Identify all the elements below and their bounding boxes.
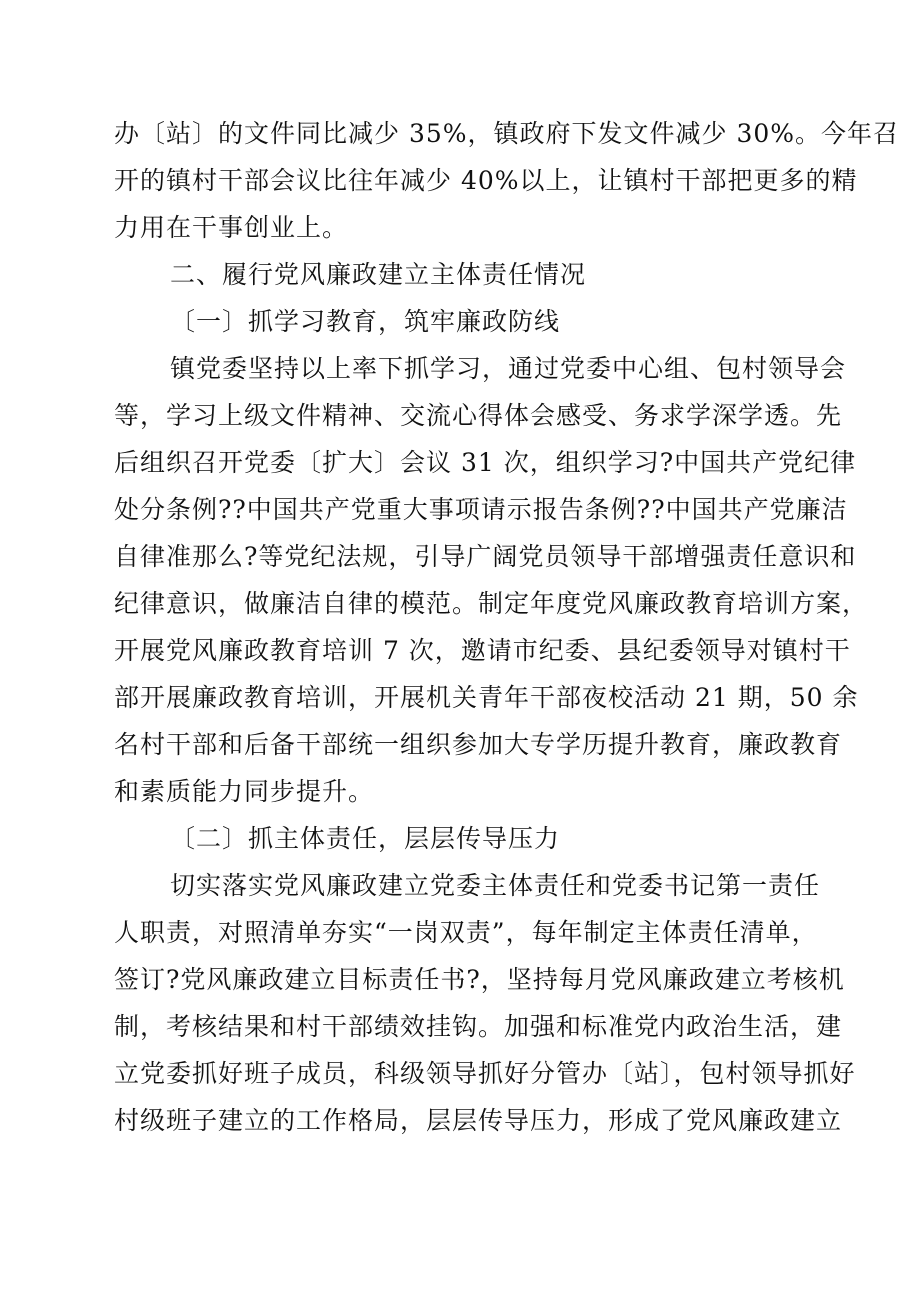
paragraph-line: 纪律意识，做廉洁自律的模范。制定年度党风廉政教育培训方案， xyxy=(114,589,869,618)
paragraph-line: 办〔站〕的文件同比减少 35%，镇政府下发文件减少 30%。今年召 xyxy=(114,119,900,148)
paragraph-line: 名村干部和后备干部统一组织参加大专学历提升教育，廉政教育 xyxy=(114,730,843,759)
paragraph-line: 镇党委坚持以上率下抓学习，通过党委中心组、包村领导会 xyxy=(170,354,847,383)
paragraph-line: 处分条例??中国共产党重大事项请示报告条例??中国共产党廉洁 xyxy=(114,495,848,524)
paragraph-line: 村级班子建立的工作格局，层层传导压力，形成了党风廉政建立 xyxy=(114,1106,843,1135)
paragraph-line: 切实落实党风廉政建立党委主体责任和党委书记第一责任 xyxy=(170,871,821,900)
paragraph-line: 和素质能力同步提升。 xyxy=(114,777,375,806)
paragraph-line: 开展党风廉政教育培训 7 次，邀请市纪委、县纪委领导对镇村干 xyxy=(114,636,851,665)
paragraph-line: 后组织召开党委〔扩大〕会议 31 次，组织学习?中国共产党纪律 xyxy=(114,448,857,477)
paragraph-line: 人职责，对照清单夯实“一岗双责”，每年制定主体责任清单， xyxy=(114,918,818,947)
section-heading: 二、履行党风廉政建立主体责任情况 xyxy=(170,260,587,289)
paragraph-line: 自律准那么?等党纪法规，引导广阔党员领导干部增强责任意识和 xyxy=(114,542,857,571)
paragraph-line: 开的镇村干部会议比往年减少 40%以上，让镇村干部把更多的精 xyxy=(114,166,858,195)
paragraph-line: 等，学习上级文件精神、交流心得体会感受、务求学深学透。先 xyxy=(114,401,843,430)
document-body xyxy=(114,110,900,1144)
paragraph-line: 部开展廉政教育培训，开展机关青年干部夜校活动 21 期，50 余 xyxy=(114,683,859,712)
subsection-heading: 〔二〕抓主体责任，层层传导压力 xyxy=(170,824,561,853)
subsection-heading: 〔一〕抓学习教育，筑牢廉政防线 xyxy=(170,307,561,336)
paragraph-line: 签订?党风廉政建立目标责任书?，坚持每月党风廉政建立考核机 xyxy=(114,965,845,994)
paragraph-line: 力用在干事创业上。 xyxy=(114,213,349,242)
paragraph-line: 立党委抓好班子成员，科级领导抓好分管办〔站〕，包村领导抓好 xyxy=(114,1059,856,1088)
paragraph-line: 制，考核结果和村干部绩效挂钩。加强和标准党内政治生活，建 xyxy=(114,1012,843,1041)
